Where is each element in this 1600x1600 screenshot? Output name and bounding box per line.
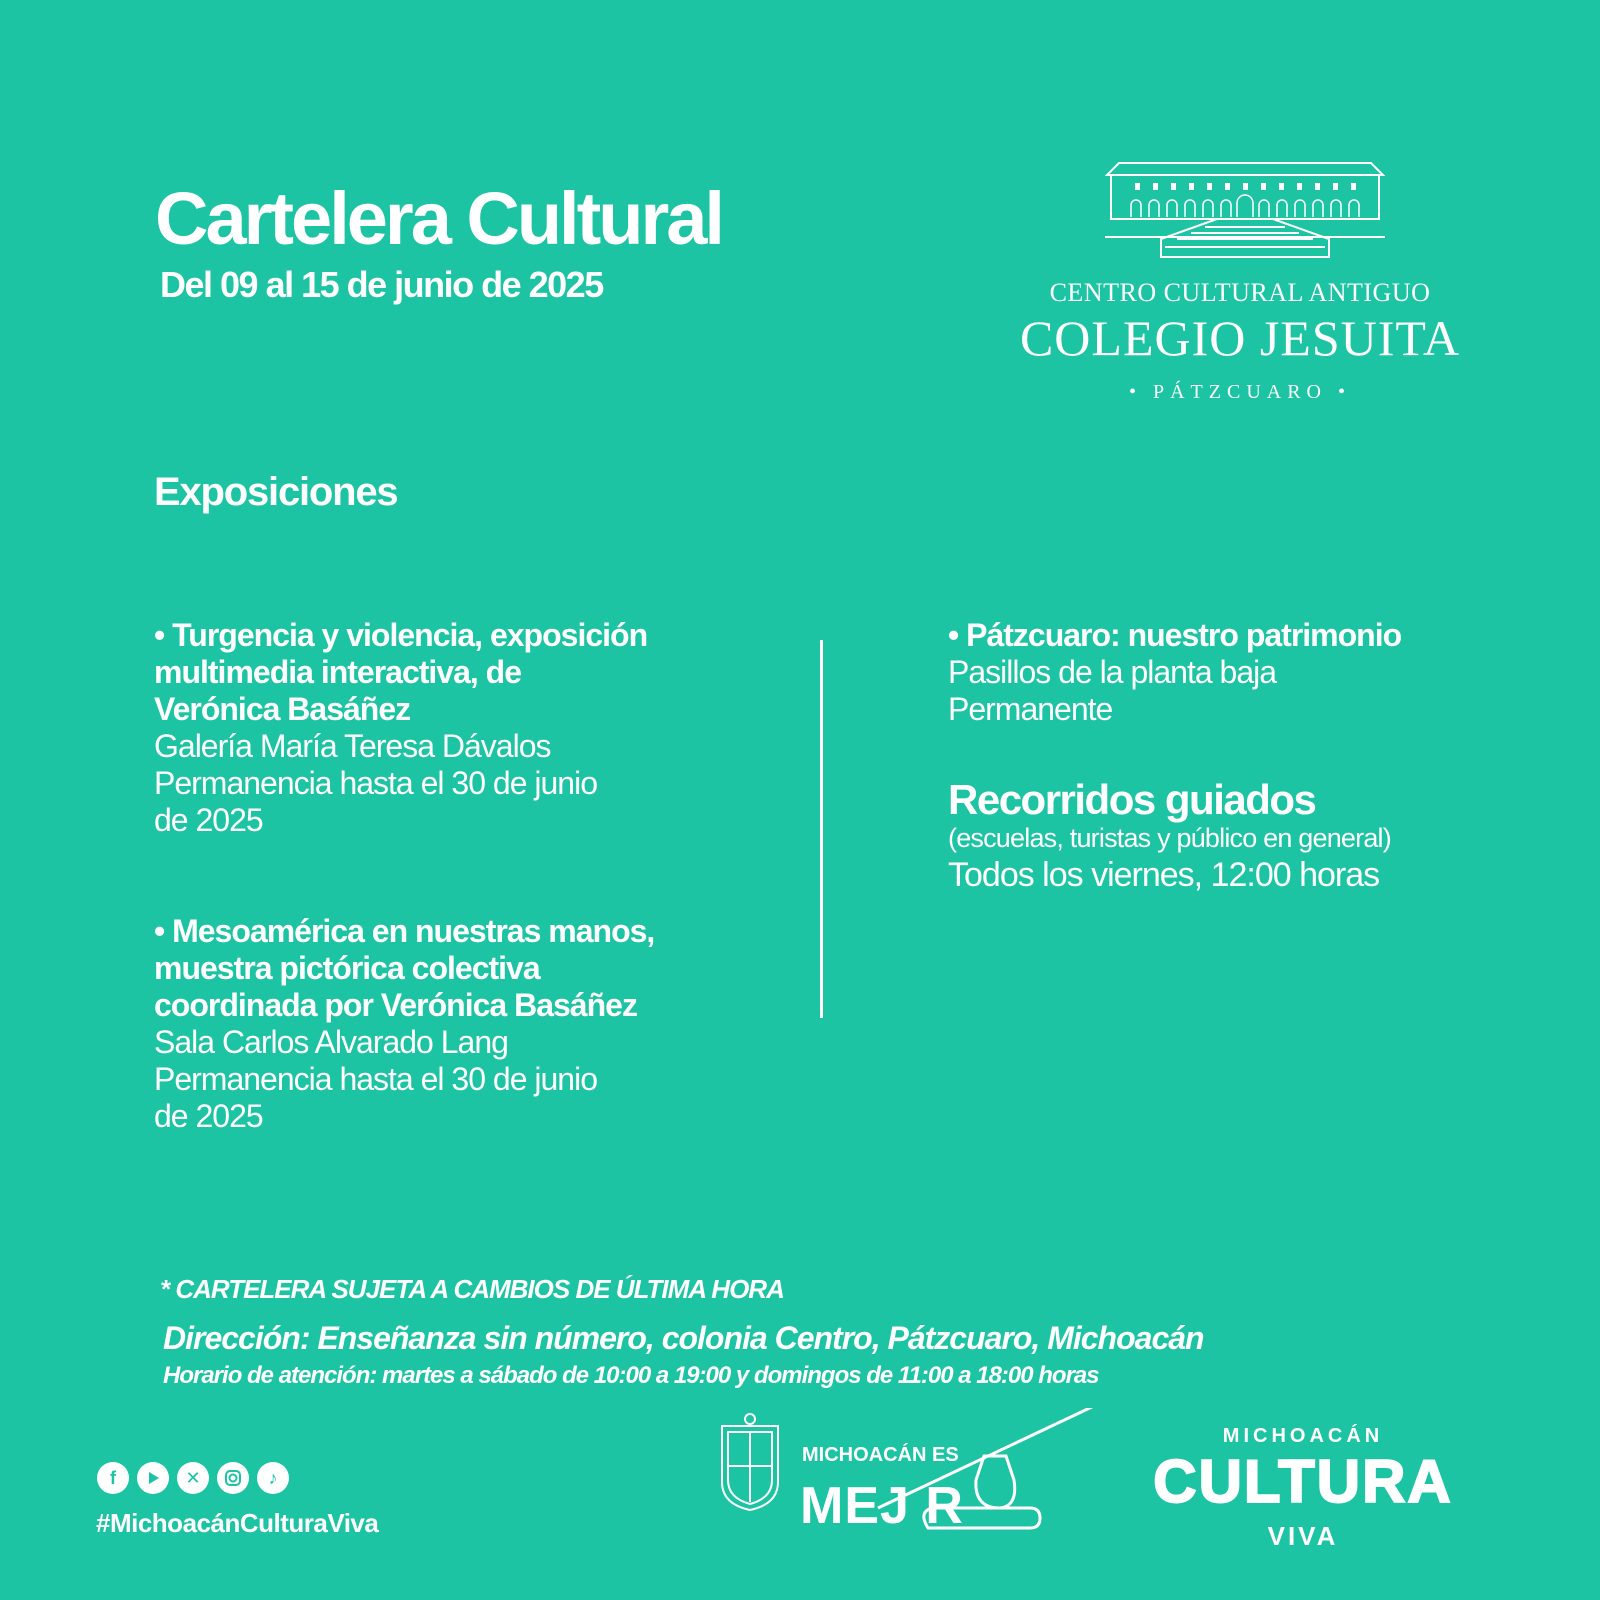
exhibition-detail: Permanente <box>948 691 1113 727</box>
guided-tours-subtitle: (escuelas, turistas y público en general) <box>948 823 1391 853</box>
michoacan-es-text: MICHOACÁN ES <box>802 1444 959 1466</box>
building-icon <box>1105 159 1385 259</box>
section-title: Exposiciones <box>154 470 398 514</box>
hashtag: #MichoacánCulturaViva <box>96 1508 379 1538</box>
address: Dirección: Enseñanza sin número, colonia Centro, Pátzcuaro, Michoacán <box>163 1320 1204 1356</box>
exhibition-title: • Mesoamérica en nuestras manos, <box>154 913 655 949</box>
page-title: Cartelera Cultural <box>155 177 722 260</box>
cultura-bottom-text: VIVA <box>1267 1521 1339 1551</box>
instagram-icon[interactable] <box>217 1462 249 1494</box>
disclaimer-note: * CARTELERA SUJETA A CAMBIOS DE ÚLTIMA HORA <box>160 1274 784 1304</box>
cable-car-icon <box>718 1408 1098 1538</box>
guided-tours-title: Recorridos guiados <box>948 776 1316 823</box>
cultura-text: CULTURA <box>1153 1448 1453 1515</box>
guided-tours <box>948 777 1508 897</box>
date-range: Del 09 al 15 de junio de 2025 <box>160 264 603 305</box>
exhibition-title: coordinada por Verónica Basáñez <box>154 987 637 1023</box>
youtube-icon[interactable] <box>137 1462 169 1494</box>
michoacan-cultura-viva-logo <box>1138 1425 1468 1555</box>
colegio-jesuita-logo <box>980 155 1500 415</box>
cultura-top-text: MICHOACÁN <box>1222 1425 1384 1447</box>
exhibition-title: • Turgencia y violencia, exposición <box>154 617 648 653</box>
exhibition-title: muestra pictórica colectiva <box>154 950 540 986</box>
guided-tours-time: Todos los viernes, 12:00 horas <box>948 856 1380 894</box>
exhibition-item <box>154 913 794 1135</box>
opening-hours: Horario de atención: martes a sábado de 10:00 a 19:00 y domingos de 11:00 a 18:00 horas <box>163 1362 1099 1389</box>
exhibition-detail: Galería María Teresa Dávalos <box>154 728 551 764</box>
exhibition-item <box>154 617 794 839</box>
exhibition-detail: de 2025 <box>154 1098 263 1134</box>
exhibition-title: Verónica Basáñez <box>154 691 411 727</box>
logo-line-2: COLEGIO JESUITA <box>1019 310 1461 366</box>
logo-line-3: • PÁTZCUARO • <box>1128 381 1351 403</box>
michoacan-es-mejor-logo <box>718 1408 1098 1538</box>
column-divider <box>820 640 823 1018</box>
exhibition-detail: de 2025 <box>154 802 263 838</box>
x-icon[interactable]: ✕ <box>177 1462 209 1494</box>
facebook-icon[interactable]: f <box>97 1462 129 1494</box>
mejor-text: MEJ R <box>800 1477 964 1535</box>
logo-line-1: CENTRO CULTURAL ANTIGUO <box>1049 278 1431 307</box>
social-icons <box>97 1462 289 1494</box>
exhibition-detail: Permanencia hasta el 30 de junio <box>154 765 597 801</box>
exhibition-detail: Pasillos de la planta baja <box>948 654 1277 690</box>
exhibition-item <box>948 617 1588 728</box>
exhibition-detail: Permanencia hasta el 30 de junio <box>154 1061 597 1097</box>
exhibition-title: multimedia interactiva, de <box>154 654 522 690</box>
exhibition-detail: Sala Carlos Alvarado Lang <box>154 1024 508 1060</box>
exhibition-title: • Pátzcuaro: nuestro patrimonio <box>948 617 1402 653</box>
tiktok-icon[interactable]: ♪ <box>257 1462 289 1494</box>
